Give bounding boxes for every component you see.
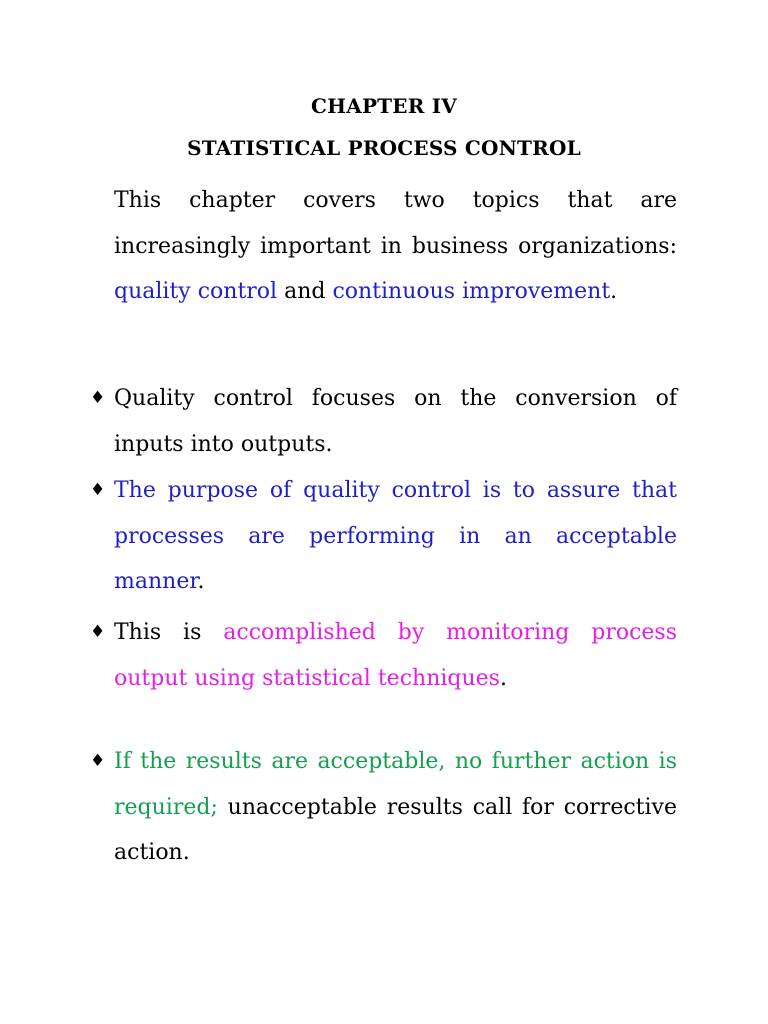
diamond-bullet-icon: ♦ (90, 388, 106, 408)
bullet-2-after: . (197, 569, 205, 594)
bullet-text-3 (114, 610, 677, 701)
bullet-item-4 (90, 739, 677, 876)
chapter-title: CHAPTER IV (311, 94, 457, 118)
diamond-bullet-icon: ♦ (90, 622, 106, 642)
intro-paragraph (114, 178, 677, 315)
intro-text-part3: . (610, 279, 618, 304)
bullet-text-2 (114, 468, 677, 605)
bullet-3-before: This is (114, 620, 224, 645)
diamond-bullet-icon: ♦ (90, 751, 106, 771)
intro-highlight-continuous-improvement: continuous improvement (332, 279, 611, 304)
diamond-bullet-icon: ♦ (90, 480, 106, 500)
bullet-text-1 (114, 376, 677, 467)
bullet-item-2 (90, 468, 677, 605)
bullet-4-highlight: If the results are acceptable, no further action is required; (114, 749, 677, 820)
intro-highlight-quality-control: quality control (114, 279, 278, 304)
bullet-1-text: Quality control focuses on the conversion of inputs into outputs. (114, 386, 677, 457)
bullet-item-3 (90, 610, 677, 701)
bullet-item-1 (90, 376, 677, 467)
intro-text-part1: This chapter covers two topics that are increasingly important in business organizations: (114, 188, 677, 259)
bullet-3-highlight: accomplished by monitoring process output using statistical techniques (114, 620, 678, 691)
bullet-2-highlight: The purpose of quality control is to assure that processes are performing in an acceptable manner (114, 478, 677, 594)
section-title: STATISTICAL PROCESS CONTROL (187, 136, 581, 160)
bullet-text-4 (114, 739, 677, 876)
bullet-4-after: unacceptable results call for corrective action. (114, 794, 677, 865)
bullet-3-after: . (499, 665, 507, 691)
intro-text-part2: and (277, 279, 333, 304)
